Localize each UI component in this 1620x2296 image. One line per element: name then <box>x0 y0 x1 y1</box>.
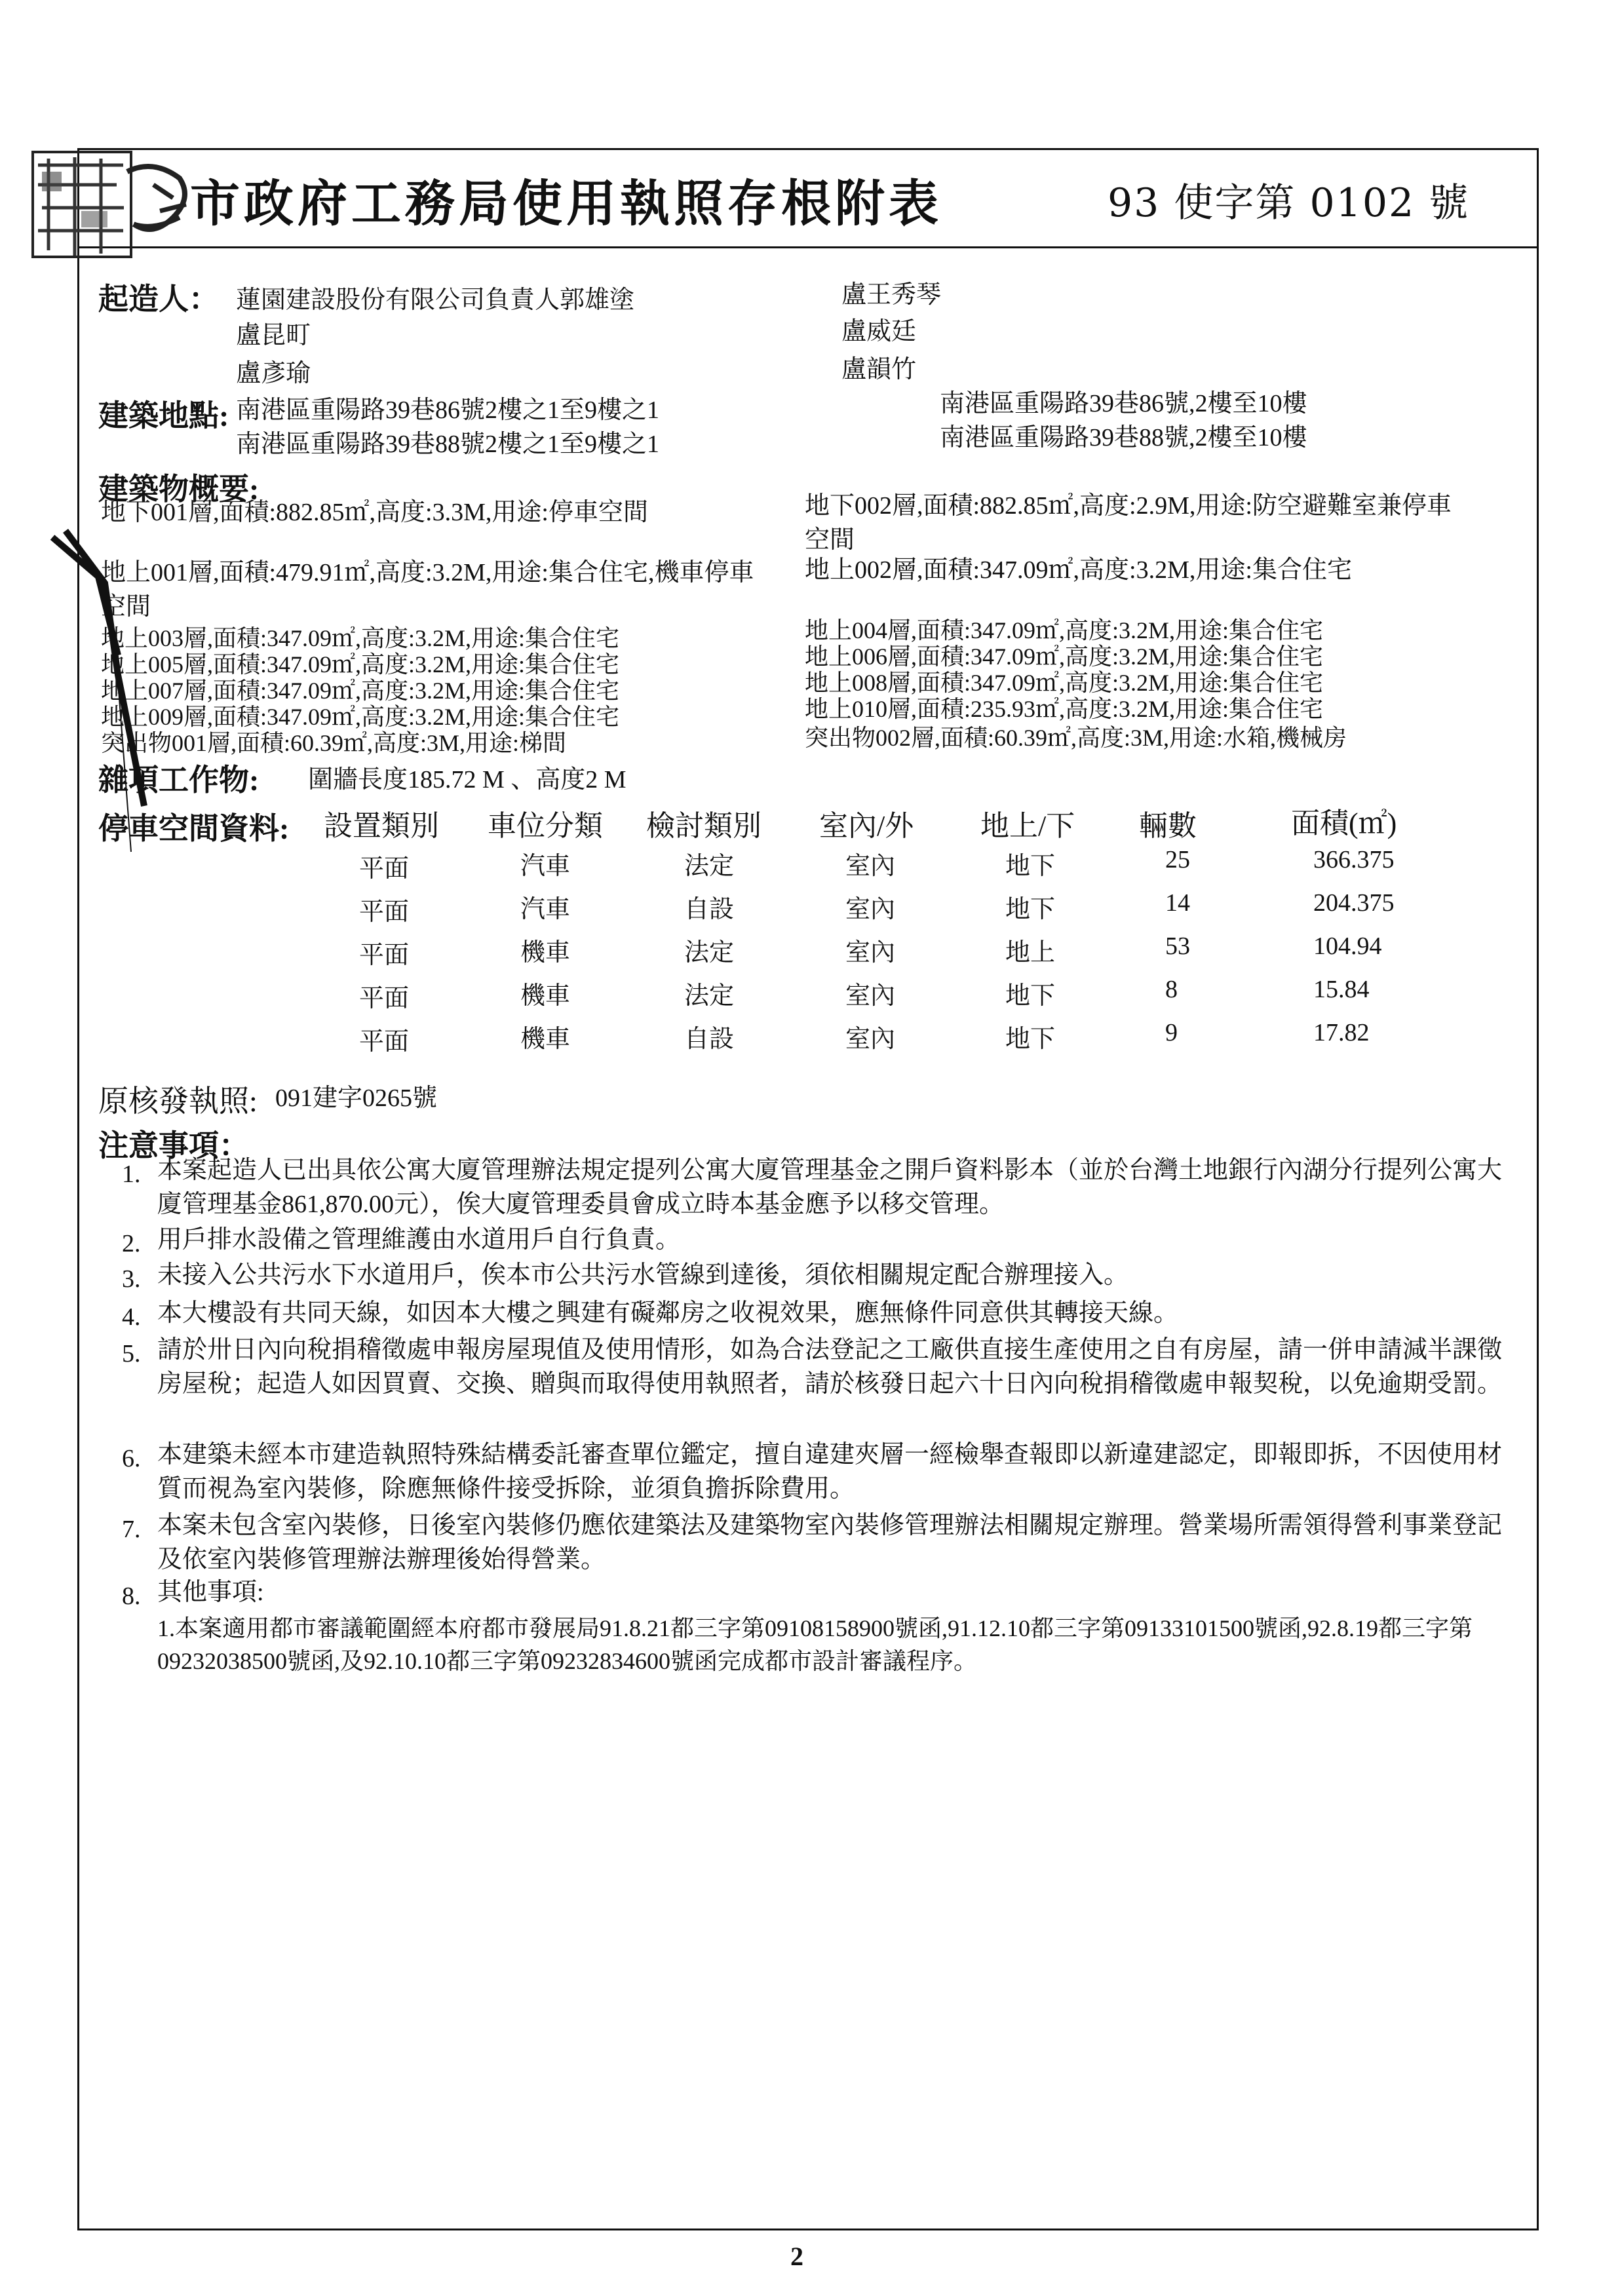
overview-right-5: 地上006層,面積:347.09㎡,高度:3.2M,用途:集合住宅 <box>805 643 1324 670</box>
parking-cell: 平面 <box>359 942 410 969</box>
parking-cell: 地上 <box>1005 939 1056 966</box>
parking-cell: 15.84 <box>1313 976 1370 1003</box>
title-divider <box>77 246 1539 248</box>
site-line-4: 南港區重陽路39巷88號,2樓至10樓 <box>940 424 1307 451</box>
overview-right-8: 突出物002層,面積:60.39㎡,高度:3M,用途:水箱,機械房 <box>805 725 1347 751</box>
parking-cell: 汽車 <box>520 852 571 880</box>
note-number: 5. <box>122 1340 141 1368</box>
parking-cell: 104.94 <box>1313 932 1382 960</box>
parking-cell: 204.375 <box>1313 889 1395 917</box>
overview-left-8: 突出物001層,面積:60.39㎡,高度:3M,用途:梯間 <box>101 730 567 756</box>
builder-name-1: 蓮園建設股份有限公司負責人郭雄塗 <box>236 286 635 314</box>
parking-header-class: 車位分類 <box>488 810 603 842</box>
parking-cell: 機車 <box>520 982 571 1010</box>
parking-cell: 機車 <box>520 939 571 966</box>
parking-label: 停車空間資料: <box>98 812 290 845</box>
parking-header-count: 輛數 <box>1139 810 1197 842</box>
site-line-3: 南港區重陽路39巷86號,2樓至10樓 <box>940 390 1307 417</box>
note-item: 本案未包含室內裝修，日後室內裝修仍應依建築法及建築物室內裝修管理辦法相關規定辦理。營業場所需領得營利事業登記及依室內裝修管理辦法辦理後始得營業。 <box>157 1512 1503 1573</box>
parking-cell: 室內 <box>845 896 896 923</box>
other-matters-text: 1.本案適用都市審議範圍經本府都市發展局91.8.21都三字第09108158900號函,91.12.10都三字第09133101500號函,92.8.19都三字第09232038500號函,及92.10.10都三字第09232834600號函完成都市設計審議程序。 <box>157 1615 1473 1674</box>
parking-cell: 室內 <box>845 982 896 1010</box>
overview-right-7: 地上010層,面積:235.93㎡,高度:3.2M,用途:集合住宅 <box>805 696 1324 722</box>
builder-name-2: 盧昆町 <box>236 322 311 349</box>
parking-header-area: 面積(㎡) <box>1291 807 1397 839</box>
builder-name-6: 盧韻竹 <box>841 356 917 383</box>
parking-cell: 地下 <box>1005 982 1056 1010</box>
overview-left-6: 地上007層,面積:347.09㎡,高度:3.2M,用途:集合住宅 <box>101 678 620 704</box>
page-number: 2 <box>790 2242 803 2271</box>
builder-name-3: 盧彥瑜 <box>236 360 311 387</box>
builder-name-4: 盧王秀琴 <box>841 281 942 309</box>
parking-cell: 平面 <box>359 898 410 926</box>
overview-left-5: 地上005層,面積:347.09㎡,高度:3.2M,用途:集合住宅 <box>101 651 620 678</box>
note-item: 請於卅日內向稅捐稽徵處申報房屋現值及使用情形，如為合法登記之工廠供直接生產使用之自有房屋，請一併申請減半課徵房屋稅；起造人如因買賣、交換、贈與而取得使用執照者，請於核發日起六十日內向稅捐稽徵處申報契稅，以免逾期受罰。 <box>157 1336 1503 1398</box>
permit-number: 93 使字第 0102 號 <box>1108 180 1470 226</box>
overview-label: 建築物概要: <box>98 472 260 506</box>
parking-cell: 法定 <box>684 982 735 1010</box>
note-item: 本建築未經本市建造執照特殊結構委託審查單位鑑定，擅自違建夾層一經檢舉查報即以新違建認定，即報即拆，不因使用材質而視為室內裝修，除應無條件接受拆除，並須負擔拆除費用。 <box>157 1441 1503 1502</box>
parking-header-type: 設置類別 <box>324 810 439 842</box>
document-title: 市政府工務局使用執照存根附表 <box>190 174 942 233</box>
note-item: 本大樓設有共同天線，如因本大樓之興建有礙鄰房之收視效果，應無條件同意供其轉接天線。 <box>157 1299 1179 1327</box>
parking-cell: 法定 <box>684 939 735 966</box>
original-permit-value: 091建字0265號 <box>275 1084 438 1112</box>
note-number: 3. <box>122 1265 141 1293</box>
note-number: 2. <box>122 1230 141 1257</box>
parking-cell: 平面 <box>359 985 410 1012</box>
site-line-1: 南港區重陽路39巷86號2樓之1至9樓之1 <box>236 396 660 424</box>
parking-cell: 平面 <box>359 855 410 883</box>
builder-label: 起造人： <box>98 282 219 316</box>
overview-right-3: 地上002層,面積:347.09㎡,高度:3.2M,用途:集合住宅 <box>805 556 1352 584</box>
overview-left-3: 空間 <box>101 593 151 621</box>
note-number: 4. <box>122 1303 141 1331</box>
overview-left-1: 地下001層,面積:882.85㎡,高度:3.3M,用途:停車空間 <box>101 499 648 526</box>
parking-cell: 53 <box>1165 932 1190 960</box>
parking-cell: 14 <box>1165 889 1190 917</box>
parking-cell: 平面 <box>359 1028 410 1056</box>
parking-cell: 室內 <box>845 852 896 880</box>
parking-cell: 17.82 <box>1313 1019 1370 1046</box>
note-item: 其他事項: <box>157 1578 264 1606</box>
misc-works-label: 雜項工作物: <box>98 763 260 797</box>
parking-header-inout: 室內/外 <box>819 810 914 842</box>
original-permit-label: 原核發執照: <box>98 1084 258 1118</box>
note-number: 8. <box>122 1582 141 1610</box>
parking-cell: 地下 <box>1005 1025 1056 1053</box>
parking-header-level: 地上/下 <box>980 810 1075 842</box>
parking-cell: 地下 <box>1005 852 1056 880</box>
note-item: 本案起造人已出具依公寓大廈管理辦法規定提列公寓大廈管理基金之開戶資料影本（並於台灣土地銀行內湖分行提列公寓大廈管理基金861,870.00元），俟大廈管理委員會成立時本基金應予以移交管理。 <box>157 1157 1503 1218</box>
parking-cell: 室內 <box>845 939 896 966</box>
overview-right-2: 空間 <box>805 526 855 554</box>
overview-right-4: 地上004層,面積:347.09㎡,高度:3.2M,用途:集合住宅 <box>805 617 1324 643</box>
note-number: 7. <box>122 1516 141 1543</box>
parking-cell: 9 <box>1165 1019 1178 1046</box>
site-label: 建築地點: <box>98 399 229 432</box>
overview-left-2: 地上001層,面積:479.91㎡,高度:3.2M,用途:集合住宅,機車停車 <box>101 559 754 586</box>
note-number: 1. <box>122 1160 141 1188</box>
parking-cell: 汽車 <box>520 896 571 923</box>
notes-label: 注意事項： <box>98 1129 249 1162</box>
overview-left-7: 地上009層,面積:347.09㎡,高度:3.2M,用途:集合住宅 <box>101 704 620 730</box>
builder-name-5: 盧威廷 <box>841 318 917 345</box>
overview-left-4: 地上003層,面積:347.09㎡,高度:3.2M,用途:集合住宅 <box>101 625 620 651</box>
note-item: 未接入公共污水下水道用戶，俟本市公共污水管線到達後，須依相關規定配合辦理接入。 <box>157 1261 1129 1289</box>
overview-right-6: 地上008層,面積:347.09㎡,高度:3.2M,用途:集合住宅 <box>805 670 1324 696</box>
overview-right-1: 地下002層,面積:882.85㎡,高度:2.9M,用途:防空避難室兼停車 <box>805 492 1452 520</box>
parking-cell: 366.375 <box>1313 846 1395 873</box>
parking-cell: 25 <box>1165 846 1190 873</box>
parking-cell: 自設 <box>684 1025 735 1053</box>
parking-cell: 法定 <box>684 852 735 880</box>
scan-artifact-icon <box>39 511 157 878</box>
parking-cell: 室內 <box>845 1025 896 1053</box>
site-line-2: 南港區重陽路39巷88號2樓之1至9樓之1 <box>236 430 660 458</box>
note-item: 用戶排水設備之管理維護由水道用戶自行負責。 <box>157 1226 681 1253</box>
parking-cell: 8 <box>1165 976 1178 1003</box>
parking-cell: 地下 <box>1005 896 1056 923</box>
parking-cell: 機車 <box>520 1025 571 1053</box>
note-number: 6. <box>122 1445 141 1472</box>
misc-works-value: 圍牆長度185.72 M 、高度2 M <box>308 766 627 794</box>
parking-header-review: 檢討類別 <box>646 810 762 842</box>
parking-cell: 自設 <box>684 896 735 923</box>
